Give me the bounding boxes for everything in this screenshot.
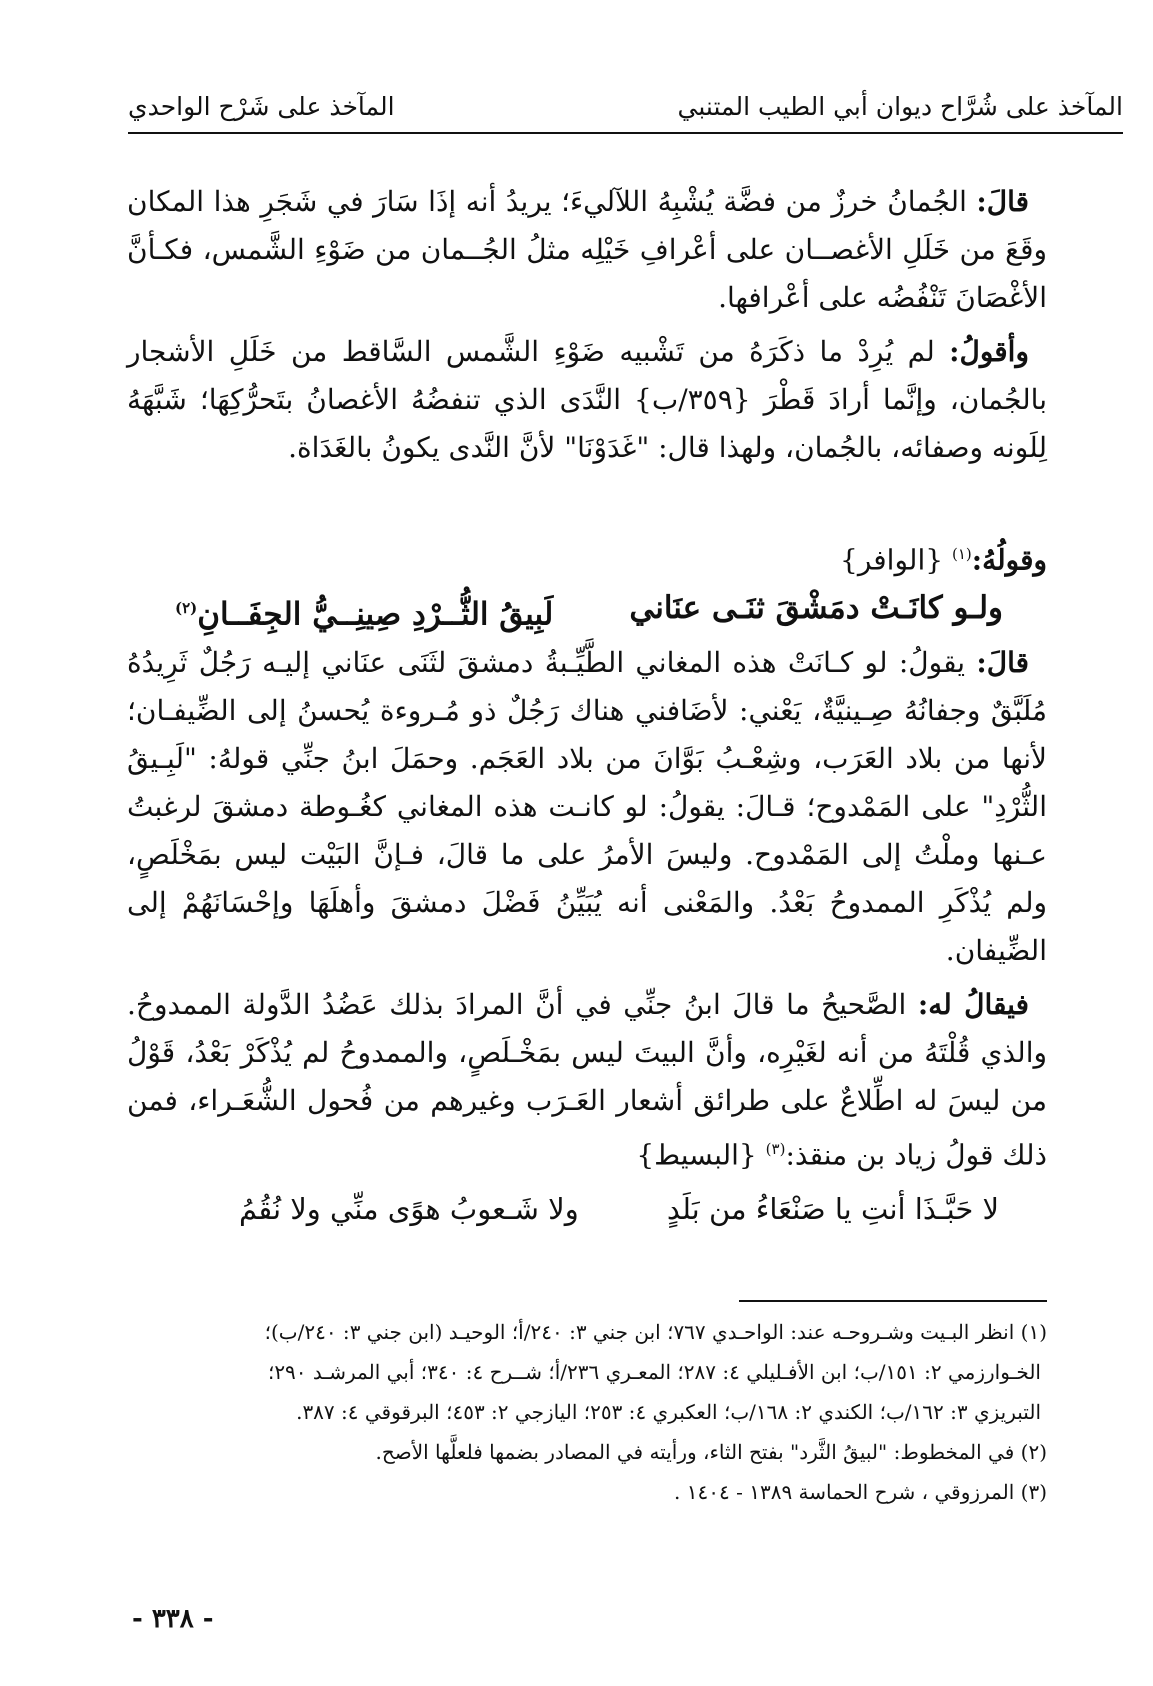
paragraph-text: لم يُرِدْ ما ذكَرَهُ من تَشْبيه ضَوْءِ الشَّمس السَّاقط من خَلَلِ الأشجار بالجُمان، وإنَّما أرادَ قَطْرَ {٣٥٩/ب} النَّدَى الذي تنفضُهُ الأغصانُ بتَحرُّكِهَا؛ شَبَّهَهُ لِلَونه وصفائه، بالجُمان، ولهذا قال: "غَدَوْنَا" لأنَّ النَّدى يكونُ بالغَدَاة.	[127, 335, 1047, 464]
page-number: - ٣٣٨ -	[132, 1604, 214, 1634]
poem-verse	[127, 584, 1047, 638]
paragraph-qal-1	[127, 178, 1047, 322]
footnote-line: الخـوارزمي ٢: ١٥١/ب؛ ابن الأفـليلي ٤: ٢٨٧؛ المعـري ٢٣٦/أ؛ شــرح ٤: ٣٤٠؛ أبي المرشـد ٢٩٠؛	[267, 1360, 1041, 1384]
footnote-ref: (٢)	[175, 599, 198, 618]
paragraph-text: الصَّحيحُ ما قالَ ابنُ جنِّي في أنَّ المرادَ بذلك عَضُدُ الدَّولة الممدوحُ. والذي قُلْتَهُ من أنه لغَيْرِه، وأنَّ البيتَ ليس بمَخْـلَصٍ، والممدوحُ لم يُذْكَرْ بَعْدُ، قَوْلُ من ليسَ له اطِّلاعٌ على طرائق أشعار العَـرَب وغيرهم من فُحول الشُّعَـراء، فمن ذلك قولُ زياد بن منقذ:	[127, 987, 1047, 1171]
paragraph-lead: قالَ:	[976, 645, 1029, 679]
meter-name: {البسيط}	[636, 1137, 757, 1171]
paragraph-lead: فيقالُ له:	[917, 987, 1030, 1021]
section-gap	[127, 478, 1047, 530]
header-divider	[128, 132, 1123, 134]
header-section-title: المآخذ على شَرْح الواحدي	[128, 92, 395, 121]
meter-name: {الوافر}	[840, 543, 944, 577]
running-header	[128, 92, 1153, 122]
verse-first-hemistich: لا حَبَّـذَا أنتِ يا صَنْعَاءُ من بَلَدٍ	[666, 1191, 999, 1226]
footnote-ref: (٣)	[765, 1139, 786, 1158]
footnote-line: (٣) المرزوقي ، شرح الحماسة ١٣٨٩ - ١٤٠٤ .	[674, 1480, 1047, 1504]
footnotes	[127, 1312, 1047, 1512]
poem-verse-2	[127, 1185, 1047, 1233]
footnote-ref: (١)	[951, 545, 972, 563]
paragraph-lead: قالَ:	[976, 185, 1029, 218]
verse-second-hemistich: لَبِيقُ الثُّــرْدِ صِينِــيُّ الجِفَــانِ	[197, 596, 554, 633]
footnote-line: التبريزي ٣: ١٦٢/ب؛ الكندي ٢: ١٦٨/ب؛ العكبري ٤: ٢٥٣؛ اليازجي ٢: ٤٥٣؛ البرقوقي ٤: ٣٨٧.	[296, 1400, 1041, 1424]
footnote-line: (١) انظر البـيت وشـروحـه عند: الواحـدي ٧٦٧؛ ابن جني ٣: ٢٤٠/أ؛ الوحيـد (ابن جني ٣: ٢٤٠/ب)؛	[264, 1320, 1047, 1344]
footnote-divider	[739, 1300, 1047, 1302]
paragraph-lead: وأقولُ:	[949, 335, 1029, 368]
footnote-line: (٢) في المخطوط: "لبيقُ الثَّرد" بفتح الثاء، ورأيته في المصادر بضمها فلعلَّها الأصح.	[375, 1440, 1047, 1464]
verse-first-hemistich: ولـو كانَـتْ دمَشْقَ ثنَـى عنَاني	[629, 590, 1003, 627]
paragraph-qal-2	[127, 639, 1047, 975]
paragraph-yuqal	[127, 981, 1047, 1179]
paragraph-text: الجُمانُ خرزٌ من فضَّة يُشْبِهُ اللآليءَ؛ يريدُ أنه إذَا سَارَ في شَجَرِ هذا المكان وقَعَ من خَلَلِ الأغصــان على أعْرافِ خَيْلِه مثلُ الجُــمان من ضَوْءِ الشَّمس، فكـأنَّ الأغْصَانَ تَنْفُضُه على أعْرافها.	[127, 185, 1047, 314]
header-book-title: المآخذ على شُرَّاح ديوان أبي الطيب المتنبي	[677, 92, 1123, 121]
verse-intro	[127, 530, 1047, 584]
paragraph-text: يقولُ: لو كـانَتْ هذه المغاني الطَّيِّـبةُ دمشقَ لثَنَى عنَاني إليـه رَجُلٌ ثَرِيدُهُ مُلَبَّقٌ وجفانُهُ صِـينيَّةٌ، يَعْني: لأضَافني هناك رَجُلٌ ذو مُـروءة يُحسنُ إلى الضِّيفـان؛ لأنها من بلاد العَرَب، وشِعْـبُ بَوَّانَ من بلاد العَجَم. وحمَلَ ابنُ جنِّي قولهُ: "لَبِـيقُ الثُّرْدِ" على المَمْدوح؛ قـالَ: يقولُ: لو كانـت هذه المغاني كغُـوطة دمشقَ لرغبتُ عـنها وملْتُ إلى المَمْدوح. وليسَ الأمرُ على ما قالَ، فـإنَّ البَيْت ليس بمَخْلَصٍ، ولم يُذْكَرِ الممدوحُ بَعْدُ. والمَعْنى أنه يُبَيِّنُ فَضْلَ دمشقَ وأهلَهَا وإحْسَانَهُمْ إلى الضِّيفان.	[127, 645, 1047, 967]
verse-second-hemistich: ولا شَـعوبُ هوًى منِّي ولا نُقُمُ	[239, 1191, 579, 1226]
main-text	[127, 178, 1047, 1233]
verse-intro-lead: وقولُهُ:	[971, 543, 1047, 577]
paragraph-aqul	[127, 328, 1047, 472]
verse-second-hemistich-wrap	[175, 584, 553, 638]
